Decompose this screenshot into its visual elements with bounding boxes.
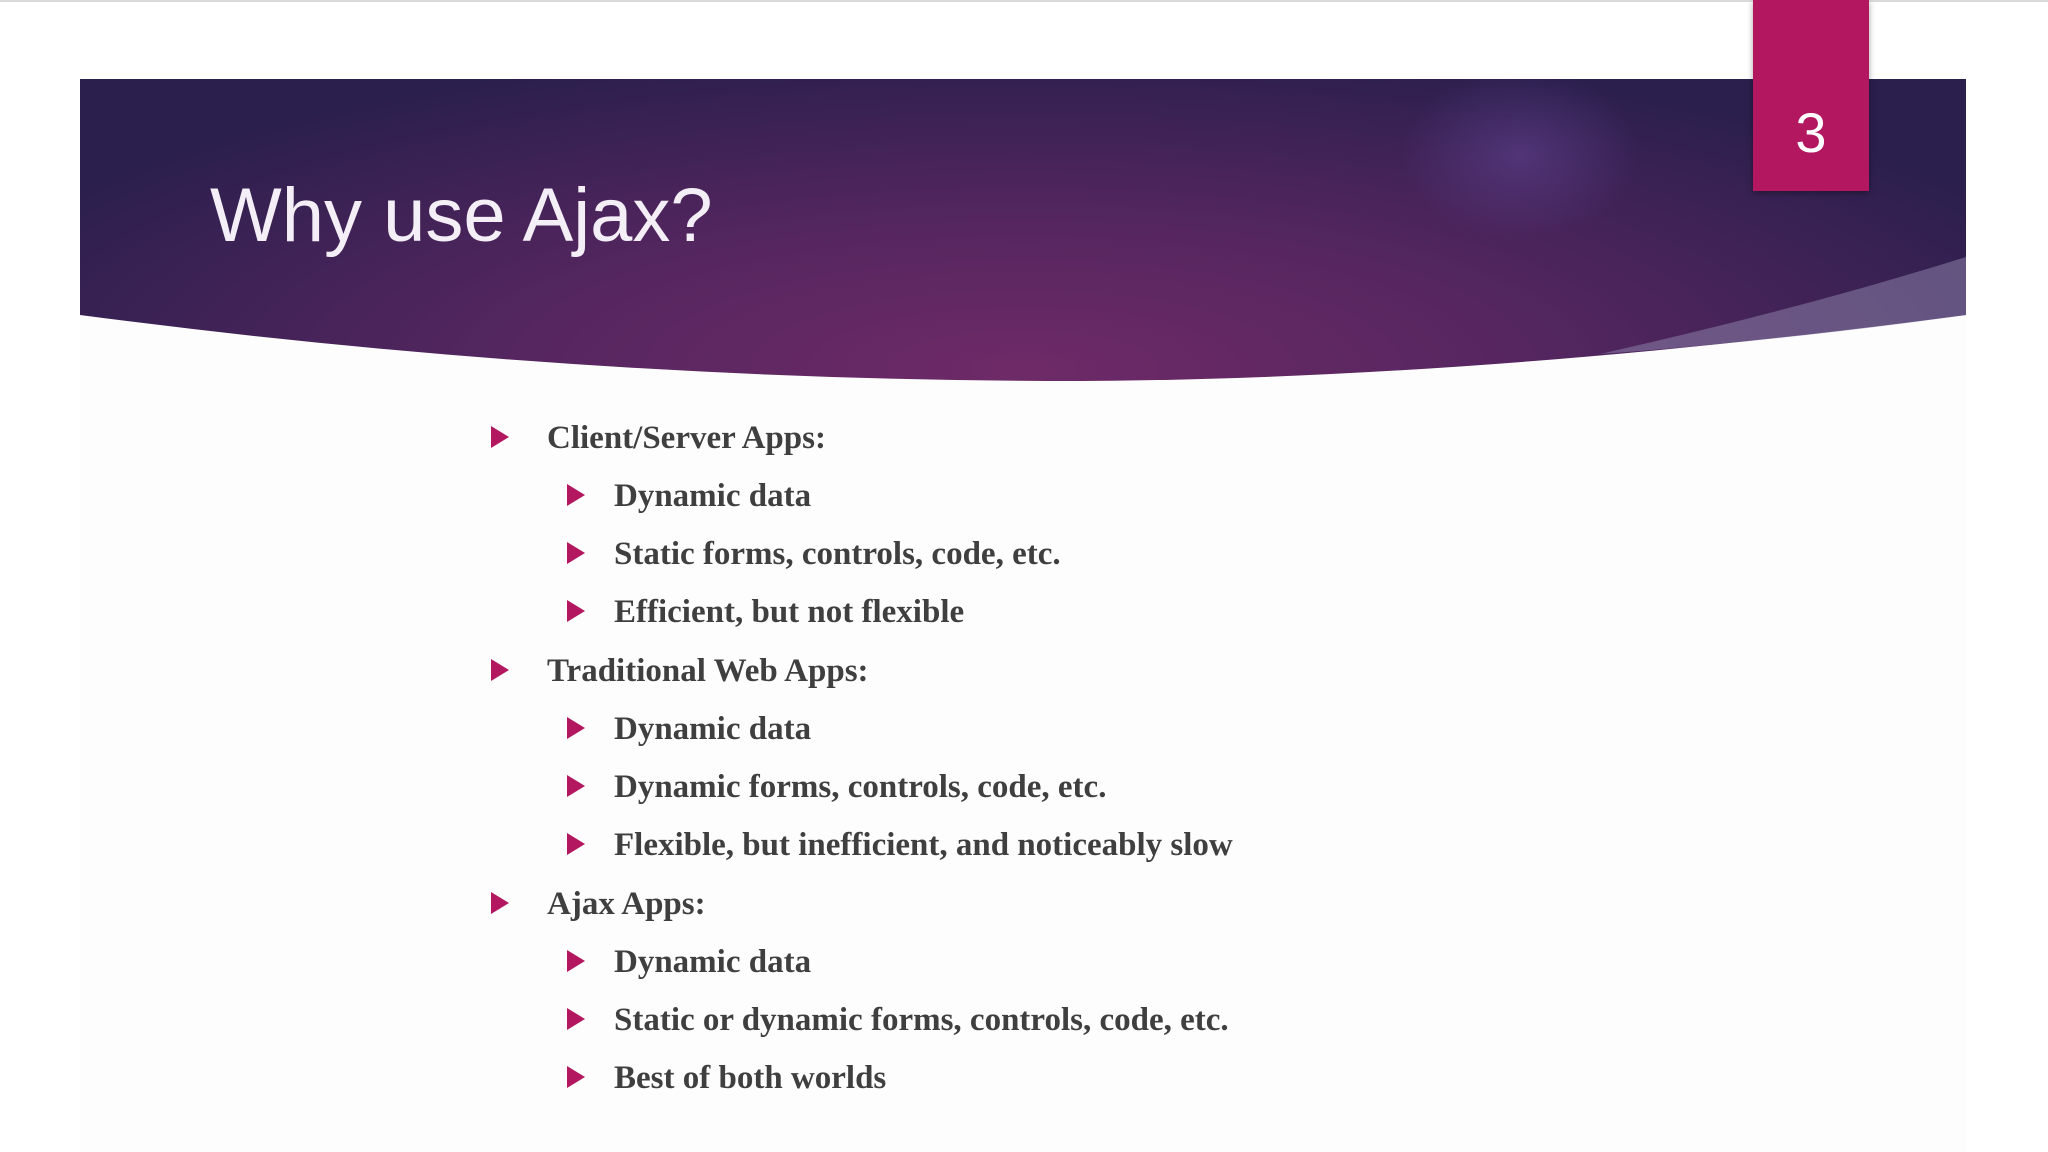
triangle-bullet-icon — [567, 1008, 585, 1030]
triangle-bullet-icon — [567, 542, 585, 564]
triangle-bullet-icon — [491, 892, 509, 914]
page-number-tab — [1753, 0, 1869, 191]
bullet-item-dynamic-data — [614, 942, 811, 982]
bullet-item-dynamic-forms — [614, 767, 1106, 807]
bullet-item-traditional-web-apps — [547, 651, 869, 691]
triangle-bullet-icon — [567, 484, 585, 506]
bullet-text: Static or dynamic forms, controls, code, etc. — [614, 1002, 1229, 1038]
bullet-item-flexible-inefficient — [614, 825, 1233, 865]
bullet-text: Dynamic data — [614, 711, 812, 747]
triangle-bullet-icon — [567, 775, 585, 797]
bullet-item-ajax-apps — [547, 884, 706, 924]
bullet-item-dynamic-data — [614, 709, 811, 749]
triangle-bullet-icon — [567, 833, 585, 855]
bullet-item-best-of-both-worlds — [614, 1058, 886, 1098]
bullet-item-efficient-not-flexible — [614, 592, 964, 632]
bullet-text: Client/Server Apps: — [547, 420, 826, 456]
page-number: 3 — [1795, 101, 1827, 164]
triangle-bullet-icon — [567, 950, 585, 972]
triangle-bullet-icon — [491, 426, 509, 448]
bullet-item-static-forms — [614, 534, 1061, 574]
slide-title: Why use Ajax? — [210, 173, 713, 258]
bullet-text: Efficient, but not flexible — [614, 594, 965, 630]
bullet-text: Dynamic forms, controls, code, etc. — [614, 769, 1107, 805]
bullet-item-client-server-apps — [547, 418, 826, 458]
bullet-text: Static forms, controls, code, etc. — [614, 536, 1061, 572]
bullet-text: Best of both worlds — [614, 1060, 887, 1096]
triangle-bullet-icon — [567, 600, 585, 622]
triangle-bullet-icon — [491, 659, 509, 681]
triangle-bullet-icon — [567, 717, 585, 739]
bullet-item-dynamic-data — [614, 476, 811, 516]
bullet-text: Ajax Apps: — [547, 886, 706, 922]
triangle-bullet-icon — [567, 1066, 585, 1088]
window-top-border — [0, 0, 2048, 2]
bullet-text: Flexible, but inefficient, and noticeably slow — [614, 827, 1233, 863]
bullet-item-static-or-dynamic-forms — [614, 1000, 1229, 1040]
bullet-text: Traditional Web Apps: — [547, 653, 869, 689]
bullet-text: Dynamic data — [614, 478, 812, 514]
bullet-text: Dynamic data — [614, 944, 812, 980]
